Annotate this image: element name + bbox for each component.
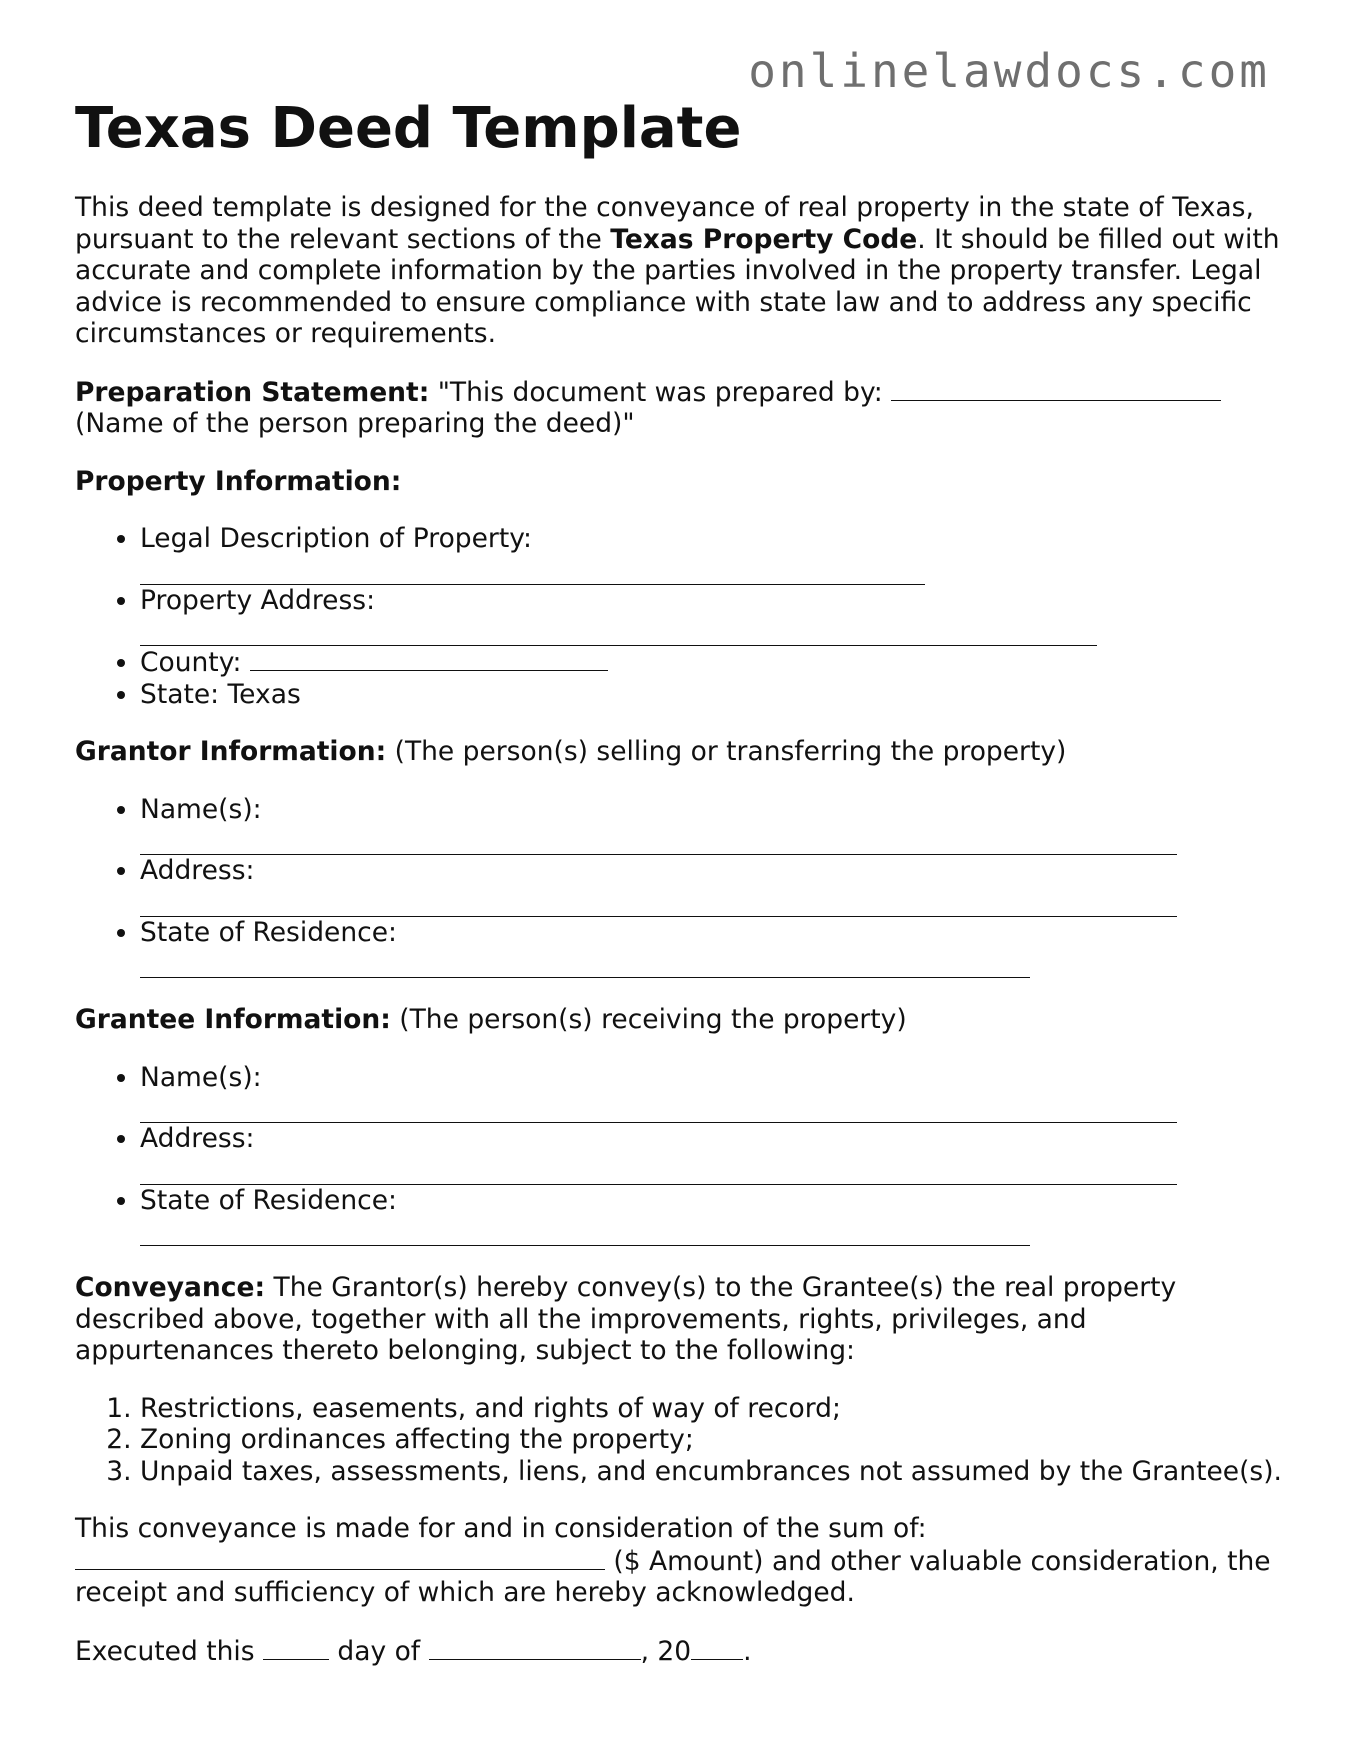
- preparation-label: Preparation Statement:: [75, 376, 430, 408]
- amount-field[interactable]: [75, 1545, 605, 1570]
- list-item: • Property Address:: [140, 585, 1290, 647]
- grantee-heading: Grantee Information: (The person(s) receiving the property): [75, 1004, 907, 1035]
- grantee-residence-field[interactable]: [140, 1216, 1030, 1246]
- execution-line: Executed this day of , 20 .: [75, 1635, 752, 1667]
- preparation-statement: Preparation Statement: "This document was prepared by: (Name of the person preparing the deed)": [75, 376, 1290, 440]
- grantor-list: [75, 794, 1290, 979]
- list-item: • State of Residence:: [140, 1185, 1290, 1247]
- list-item: 3. Unpaid taxes, assessments, liens, and encumbrances not assumed by the Grantee(s).: [140, 1456, 1290, 1488]
- list-item: 2. Zoning ordinances affecting the property;: [140, 1424, 1290, 1456]
- grantor-names-field[interactable]: [140, 825, 1177, 855]
- page-title: Texas Deed Template: [75, 96, 742, 161]
- execution-day-field[interactable]: [263, 1635, 329, 1660]
- preparer-name-field[interactable]: [891, 376, 1221, 401]
- execution-month-field[interactable]: [429, 1635, 641, 1660]
- grantor-heading: Grantor Information: (The person(s) selling or transferring the property): [75, 736, 1067, 767]
- list-item: • Name(s):: [140, 1062, 1290, 1124]
- property-address-field[interactable]: [140, 616, 1097, 646]
- grantee-list: [75, 1062, 1290, 1247]
- legal-description-field[interactable]: [140, 555, 925, 585]
- property-list: [75, 523, 1290, 710]
- conveyance-conditions: [75, 1393, 1290, 1488]
- list-item: • County:: [140, 646, 1290, 679]
- grantee-address-field[interactable]: [140, 1155, 1177, 1185]
- list-item: • State of Residence:: [140, 917, 1290, 979]
- consideration-paragraph: This conveyance is made for and in consideration of the sum of: ($ Amount) and other valuable consideration, the receipt and sufficiency of which are hereby acknowledged.: [75, 1513, 1271, 1608]
- grantor-address-field[interactable]: [140, 887, 1177, 917]
- intro-bold-term: Texas Property Code: [610, 223, 918, 255]
- county-field[interactable]: [250, 646, 608, 671]
- watermark: onlinelawdocs.com: [748, 44, 1270, 98]
- property-heading: Property Information:: [75, 465, 402, 497]
- list-item: • State: Texas: [140, 679, 1290, 711]
- list-item: 1. Restrictions, easements, and rights of way of record;: [140, 1393, 1290, 1425]
- list-item: • Name(s):: [140, 794, 1290, 856]
- execution-year-field[interactable]: [691, 1635, 743, 1660]
- list-item: • Address:: [140, 1123, 1290, 1185]
- intro-paragraph: This deed template is designed for the conveyance of real property in the state of Texas, pursuant to the relevant sections of the Texas Property Code. It should be filled out with accurate and complete information by the parties involved in the property transfer. Legal advice is recommended to ensure compliance with state law and to address any specific circumstances or requirements.: [75, 192, 1280, 349]
- list-item: • Address:: [140, 855, 1290, 917]
- list-item: • Legal Description of Property:: [140, 523, 1290, 585]
- grantee-names-field[interactable]: [140, 1093, 1177, 1123]
- conveyance-paragraph: Conveyance: The Grantor(s) hereby convey(s) to the Grantee(s) the real property described above, together with all the improvements, rights, privileges, and appurtenances thereto belonging, subject to the following:: [75, 1272, 1177, 1366]
- document-body: [75, 192, 1290, 1693]
- grantor-residence-field[interactable]: [140, 948, 1030, 978]
